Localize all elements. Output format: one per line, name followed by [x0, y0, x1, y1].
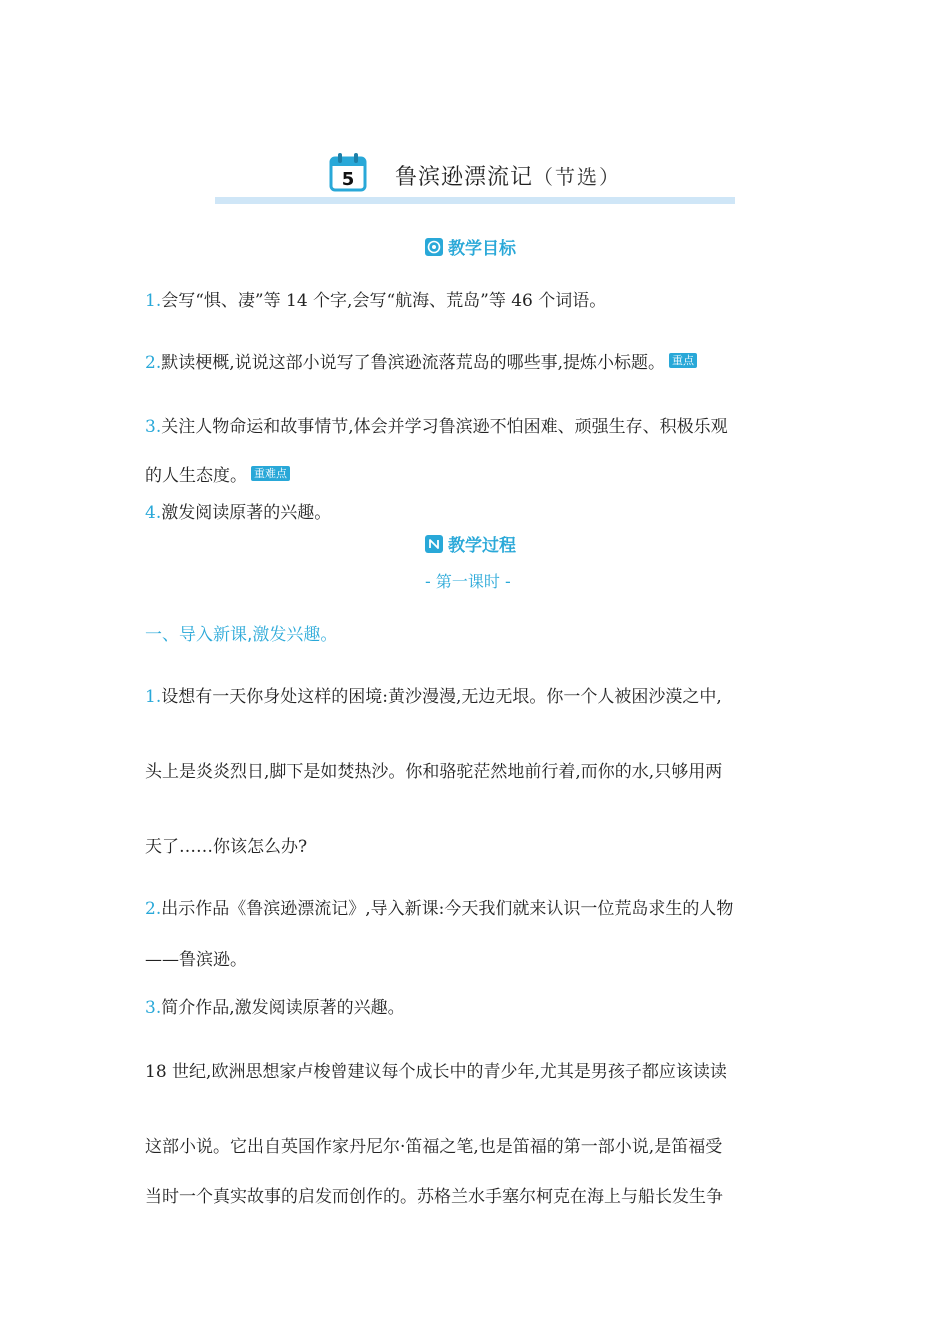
- lesson-number: 5: [341, 169, 355, 190]
- goals-heading: [425, 234, 516, 259]
- process-heading-label: 教学过程: [448, 536, 516, 556]
- process-line-2: 头上是炎炎烈日,脚下是如焚热沙。你和骆驼茫然地前行着,而你的水,只够用两: [145, 762, 723, 782]
- process-line-7: 18 世纪,欧洲思想家卢梭曾建议每个成长中的青少年,尤其是男孩子都应该读读: [145, 1062, 727, 1082]
- process-heading: [425, 531, 516, 556]
- goal-item-3-cont: 的人生态度。 重难点: [145, 461, 290, 486]
- goal-item-3: 3.关注人物命运和故事情节,体会并学习鲁滨逊不怕困难、顽强生存、积极乐观: [145, 417, 728, 437]
- process-icon: [425, 535, 443, 553]
- process-line-1: 1.设想有一天你身处这样的困境:黄沙漫漫,无边无垠。你一个人被困沙漠之中,: [145, 687, 722, 707]
- process-line-3: 天了……你该怎么办?: [145, 837, 308, 857]
- process-line-5: ——鲁滨逊。: [145, 950, 247, 970]
- title-underline: [215, 197, 735, 204]
- goals-heading-label: 教学目标: [448, 239, 516, 259]
- goal-item-1: 1.会写“惧、凄”等 14 个字,会写“航海、荒岛”等 46 个词语。: [145, 291, 607, 311]
- lesson-title-main: 鲁滨逊漂流记: [395, 165, 534, 190]
- lesson-title: [395, 160, 621, 191]
- goal-item-2: 2.默读梗概,说说这部小说写了鲁滨逊流落荒岛的哪些事,提炼小标题。 重点: [145, 348, 697, 373]
- step-1-heading: 一、导入新课,激发兴趣。: [145, 625, 338, 645]
- key-point-tag: 重点: [669, 353, 697, 368]
- process-line-9: 当时一个真实故事的启发而创作的。苏格兰水手塞尔柯克在海上与船长发生争: [145, 1187, 723, 1207]
- period-label: - 第一课时 -: [425, 572, 511, 591]
- calendar-icon: [328, 152, 368, 192]
- goal-item-4: 4.激发阅读原著的兴趣。: [145, 503, 332, 523]
- process-line-6: 3.简介作品,激发阅读原著的兴趣。: [145, 998, 405, 1018]
- process-line-4: 2.出示作品《鲁滨逊漂流记》,导入新课:今天我们就来认识一位荒岛求生的人物: [145, 899, 734, 919]
- process-line-8: 这部小说。它出自英国作家丹尼尔·笛福之笔,也是笛福的第一部小说,是笛福受: [145, 1137, 723, 1157]
- difficulty-tag: 重难点: [251, 466, 290, 481]
- target-icon: [425, 238, 443, 256]
- lesson-title-subtitle: （节选）: [533, 165, 622, 189]
